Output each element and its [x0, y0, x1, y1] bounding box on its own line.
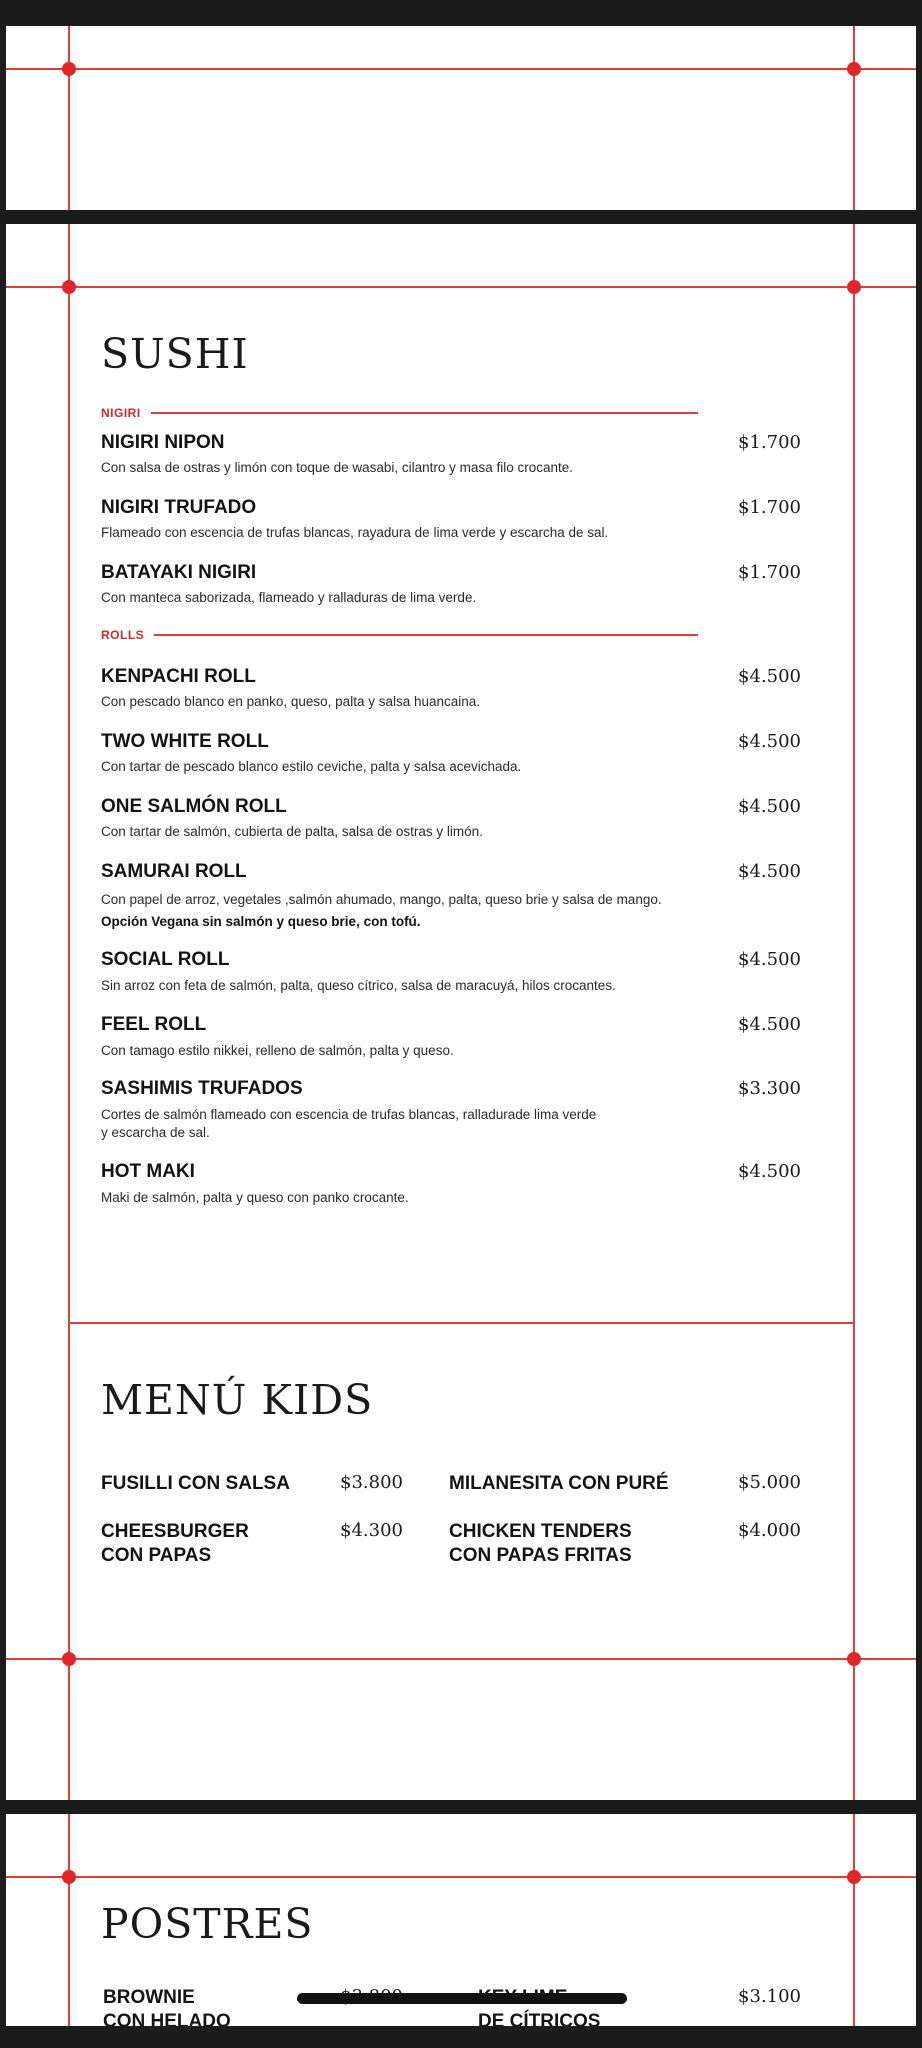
guide-line — [68, 224, 70, 1800]
guide-line — [68, 26, 70, 210]
kids-item-name: FUSILLI CON SALSA — [101, 1473, 290, 1494]
item-description: Con papel de arroz, vegetales ,salmón ahumado, mango, palta, queso brie y salsa de mango. — [101, 892, 662, 907]
item-price: $1.700 — [738, 562, 801, 583]
guide-dot — [847, 62, 861, 76]
item-name: ONE SALMÓN ROLL — [101, 796, 287, 817]
kids-item-price: $4.300 — [340, 1520, 403, 1541]
guide-dot — [62, 1870, 76, 1884]
guide-dot — [847, 1870, 861, 1884]
guide-dot — [62, 1652, 76, 1666]
guide-dot — [62, 62, 76, 76]
item-name: BATAYAKI NIGIRI — [101, 562, 257, 583]
item-note: Opción Vegana sin salmón y queso brie, con tofú. — [101, 914, 421, 929]
item-description: Con tamago estilo nikkei, relleno de salmón, palta y queso. — [101, 1043, 454, 1058]
item-name: SAMURAI ROLL — [101, 861, 247, 882]
guide-dot — [62, 280, 76, 294]
item-description: Flameado con escencia de trufas blancas, rayadura de lima verde y escarcha de sal. — [101, 525, 609, 540]
guide-line — [6, 286, 916, 288]
menu-page-previous — [6, 26, 916, 210]
section-divider — [68, 1322, 855, 1324]
item-price: $4.500 — [738, 861, 801, 882]
subsection-header-nigiri — [101, 406, 698, 420]
item-price: $4.500 — [738, 949, 801, 970]
guide-line — [6, 68, 916, 70]
section-title-kids: MENÚ KIDS — [101, 1376, 374, 1424]
kids-item-name: CHEESBURGER CON PAPAS — [101, 1521, 249, 1566]
postre-item-price: $3.100 — [738, 1986, 801, 2007]
item-name: SASHIMIS TRUFADOS — [101, 1078, 303, 1099]
item-price: $4.500 — [738, 1161, 801, 1182]
item-description: Con pescado blanco en panko, queso, palta y salsa huancaina. — [101, 694, 481, 709]
subsection-rule — [154, 634, 698, 636]
item-description: Con salsa de ostras y limón con toque de wasabi, cilantro y masa filo crocante. — [101, 460, 573, 475]
guide-line — [6, 1876, 916, 1878]
home-indicator[interactable] — [297, 1993, 627, 2004]
guide-line — [853, 26, 855, 210]
guide-dot — [847, 280, 861, 294]
subsection-rule — [151, 412, 698, 414]
item-description-cont: y escarcha de sal. — [101, 1125, 210, 1140]
item-price: $4.500 — [738, 731, 801, 752]
item-name: NIGIRI TRUFADO — [101, 497, 257, 518]
item-description: Cortes de salmón flameado con escencia de trufas blancas, ralladurade lima verde — [101, 1107, 597, 1122]
guide-line — [68, 1814, 70, 2026]
item-price: $4.500 — [738, 1014, 801, 1035]
guide-line — [853, 1814, 855, 2026]
item-name: KENPACHI ROLL — [101, 666, 256, 687]
kids-item-price: $3.800 — [340, 1472, 403, 1493]
kids-item-name: MILANESITA CON PURÉ — [449, 1473, 669, 1494]
guide-dot — [847, 1652, 861, 1666]
kids-item-price: $5.000 — [738, 1472, 801, 1493]
item-price: $4.500 — [738, 666, 801, 687]
item-description: Con tartar de salmón, cubierta de palta, salsa de ostras y limón. — [101, 824, 483, 839]
item-description: Con manteca saborizada, flameado y ralladuras de lima verde. — [101, 590, 477, 605]
item-price: $1.700 — [738, 497, 801, 518]
kids-item-name: CHICKEN TENDERS CON PAPAS FRITAS — [449, 1521, 632, 1566]
section-title-sushi: SUSHI — [101, 330, 249, 378]
item-description: Maki de salmón, palta y queso con panko crocante. — [101, 1190, 409, 1205]
subsection-label: NIGIRI — [101, 406, 141, 420]
postre-item-name: BROWNIE CON HELADO — [103, 1987, 231, 2026]
kids-item-price: $4.000 — [738, 1520, 801, 1541]
subsection-label: ROLLS — [101, 628, 145, 642]
guide-line — [6, 1658, 916, 1660]
item-price: $3.300 — [738, 1078, 801, 1099]
guide-line — [853, 224, 855, 1800]
item-name: FEEL ROLL — [101, 1014, 207, 1035]
item-name: HOT MAKI — [101, 1161, 195, 1182]
item-name: TWO WHITE ROLL — [101, 731, 269, 752]
item-description: Con tartar de pescado blanco estilo ceviche, palta y salsa acevichada. — [101, 759, 522, 774]
item-name: NIGIRI NIPON — [101, 432, 225, 453]
subsection-header-rolls — [101, 628, 698, 642]
postre-item-name: DE CÍTRICOS — [478, 2011, 601, 2026]
menu-page-sushi — [6, 224, 916, 1800]
item-price: $1.700 — [738, 432, 801, 453]
item-name: SOCIAL ROLL — [101, 949, 230, 970]
item-description: Sin arroz con feta de salmón, palta, queso cítrico, salsa de maracuyá, hilos crocantes. — [101, 978, 616, 993]
item-price: $4.500 — [738, 796, 801, 817]
section-title-postres: POSTRES — [101, 1900, 314, 1948]
